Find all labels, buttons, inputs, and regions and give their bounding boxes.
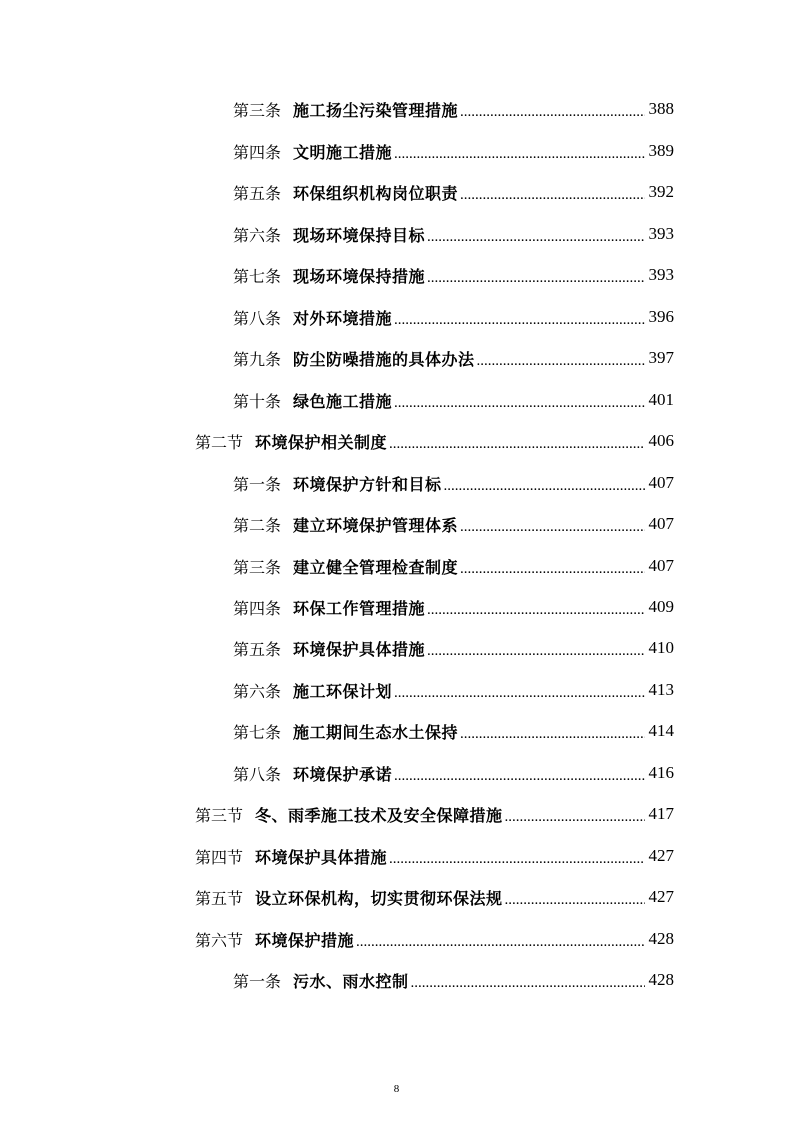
toc-dot-leader (427, 603, 644, 621)
toc-entry[interactable] (233, 95, 674, 123)
toc-dot-leader (389, 852, 644, 870)
toc-entry-number: 第四节 (195, 847, 244, 867)
toc-entry-page: 407 (648, 473, 674, 492)
toc-entry-number: 第三节 (195, 805, 244, 825)
toc-entry[interactable] (233, 137, 674, 165)
toc-entry-title: 建立健全管理检查制度 (293, 557, 459, 577)
toc-dot-leader (427, 644, 644, 662)
toc-entry[interactable] (233, 220, 674, 248)
toc-entry-title: 建立环境保护管理体系 (293, 515, 459, 535)
toc-entry-number: 第二条 (233, 515, 282, 535)
toc-entry-page: 416 (648, 763, 674, 782)
toc-entry[interactable] (233, 717, 674, 745)
toc-entry-title: 现场环境保持目标 (293, 225, 426, 245)
toc-entry[interactable] (233, 510, 674, 538)
toc-entry-number: 第七条 (233, 722, 282, 742)
toc-entry-page: 388 (648, 99, 674, 118)
toc-entry-number: 第四条 (233, 598, 282, 618)
toc-entry-page: 406 (648, 431, 674, 450)
toc-entry-title: 环境保护方针和目标 (293, 474, 442, 494)
toc-entry-number: 第六节 (195, 930, 244, 950)
toc-entry[interactable] (233, 386, 674, 414)
toc-entry-number: 第三条 (233, 100, 282, 120)
toc-entry[interactable] (195, 925, 674, 953)
toc-dot-leader (389, 437, 644, 455)
toc-dot-leader (505, 893, 645, 911)
toc-entry-title: 现场环境保持措施 (293, 266, 426, 286)
toc-entry-page: 413 (648, 680, 674, 699)
toc-entry-number: 第五条 (233, 183, 282, 203)
toc-entry[interactable] (195, 800, 674, 828)
toc-dot-leader (460, 727, 644, 745)
toc-dot-leader (394, 396, 644, 414)
toc-entry-number: 第五条 (233, 639, 282, 659)
toc-entry-title: 设立环保机构，切实贯彻环保法规 (255, 888, 503, 908)
toc-dot-leader (394, 147, 644, 165)
toc-dot-leader (356, 935, 644, 953)
toc-entry-page: 407 (648, 514, 674, 533)
toc-entry-title: 文明施工措施 (293, 142, 393, 162)
toc-entry-page: 427 (648, 846, 674, 865)
toc-entry[interactable] (195, 427, 674, 455)
toc-entry-number: 第四条 (233, 142, 282, 162)
toc-entry-title: 环保组织机构岗位职责 (293, 183, 459, 203)
toc-entry-number: 第六条 (233, 225, 282, 245)
toc-entry[interactable] (233, 261, 674, 289)
toc-entry-title: 施工环保计划 (293, 681, 393, 701)
toc-entry[interactable] (233, 966, 674, 994)
toc-entry[interactable] (233, 552, 674, 580)
toc-entry-title: 绿色施工措施 (293, 391, 393, 411)
toc-dot-leader (427, 271, 644, 289)
toc-entry-page: 392 (648, 182, 674, 201)
toc-dot-leader (394, 313, 644, 331)
toc-dot-leader (505, 810, 645, 828)
toc-entry-number: 第八条 (233, 308, 282, 328)
toc-entry-page: 389 (648, 141, 674, 160)
toc-entry-number: 第三条 (233, 557, 282, 577)
toc-entry[interactable] (233, 676, 674, 704)
toc-entry-page: 410 (648, 638, 674, 657)
toc-entry-number: 第六条 (233, 681, 282, 701)
toc-entry[interactable] (233, 759, 674, 787)
toc-entry-title: 污水、雨水控制 (293, 971, 409, 991)
toc-entry-number: 第九条 (233, 349, 282, 369)
toc-entry-page: 417 (648, 804, 674, 823)
toc-dot-leader (427, 230, 644, 248)
toc-entry-number: 第二节 (195, 432, 244, 452)
toc-entry-title: 环境保护承诺 (293, 764, 393, 784)
toc-entry-title: 环保工作管理措施 (293, 598, 426, 618)
toc-dot-leader (444, 479, 645, 497)
page-number: 8 (393, 1083, 400, 1095)
toc-entry-page: 393 (648, 265, 674, 284)
toc-entry-title: 环境保护具体措施 (255, 847, 388, 867)
toc-entry-title: 冬、雨季施工技术及安全保障措施 (255, 805, 503, 825)
toc-entry-title: 环境保护措施 (255, 930, 355, 950)
toc-entry-page: 407 (648, 556, 674, 575)
toc-entry-page: 397 (648, 348, 674, 367)
toc-entry[interactable] (233, 469, 674, 497)
toc-entry-number: 第十条 (233, 391, 282, 411)
toc-entry-number: 第七条 (233, 266, 282, 286)
toc-entry-number: 第八条 (233, 764, 282, 784)
toc-entry[interactable] (233, 303, 674, 331)
toc-entry-page: 409 (648, 597, 674, 616)
toc-entry[interactable] (233, 593, 674, 621)
toc-entry[interactable] (195, 842, 674, 870)
toc-entry-title: 环境保护具体措施 (293, 639, 426, 659)
toc-dot-leader (394, 769, 644, 787)
toc-entry-title: 对外环境措施 (293, 308, 393, 328)
toc-entry[interactable] (195, 883, 674, 911)
toc-entry[interactable] (233, 344, 674, 372)
toc-entry-page: 428 (648, 929, 674, 948)
toc-entry-title: 施工期间生态水土保持 (293, 722, 459, 742)
toc-entry[interactable] (233, 634, 674, 662)
toc-entry-page: 393 (648, 224, 674, 243)
toc-dot-leader (460, 520, 644, 538)
toc-entry-number: 第一条 (233, 474, 282, 494)
toc-entry-page: 396 (648, 307, 674, 326)
toc-entry-page: 414 (648, 721, 674, 740)
toc-dot-leader (460, 188, 644, 206)
toc-entry-number: 第五节 (195, 888, 244, 908)
toc-entry-title: 施工扬尘污染管理措施 (293, 100, 459, 120)
toc-entry[interactable] (233, 178, 674, 206)
toc-dot-leader (394, 686, 644, 704)
toc-entry-title: 防尘防噪措施的具体办法 (293, 349, 475, 369)
toc-dot-leader (411, 976, 645, 994)
toc-dot-leader (477, 354, 645, 372)
toc-entry-page: 401 (648, 390, 674, 409)
toc-entry-title: 环境保护相关制度 (255, 432, 388, 452)
toc-entry-number: 第一条 (233, 971, 282, 991)
toc-dot-leader (460, 105, 644, 123)
toc-entry-page: 428 (648, 970, 674, 989)
toc-entry-page: 427 (648, 887, 674, 906)
toc-dot-leader (460, 562, 644, 580)
